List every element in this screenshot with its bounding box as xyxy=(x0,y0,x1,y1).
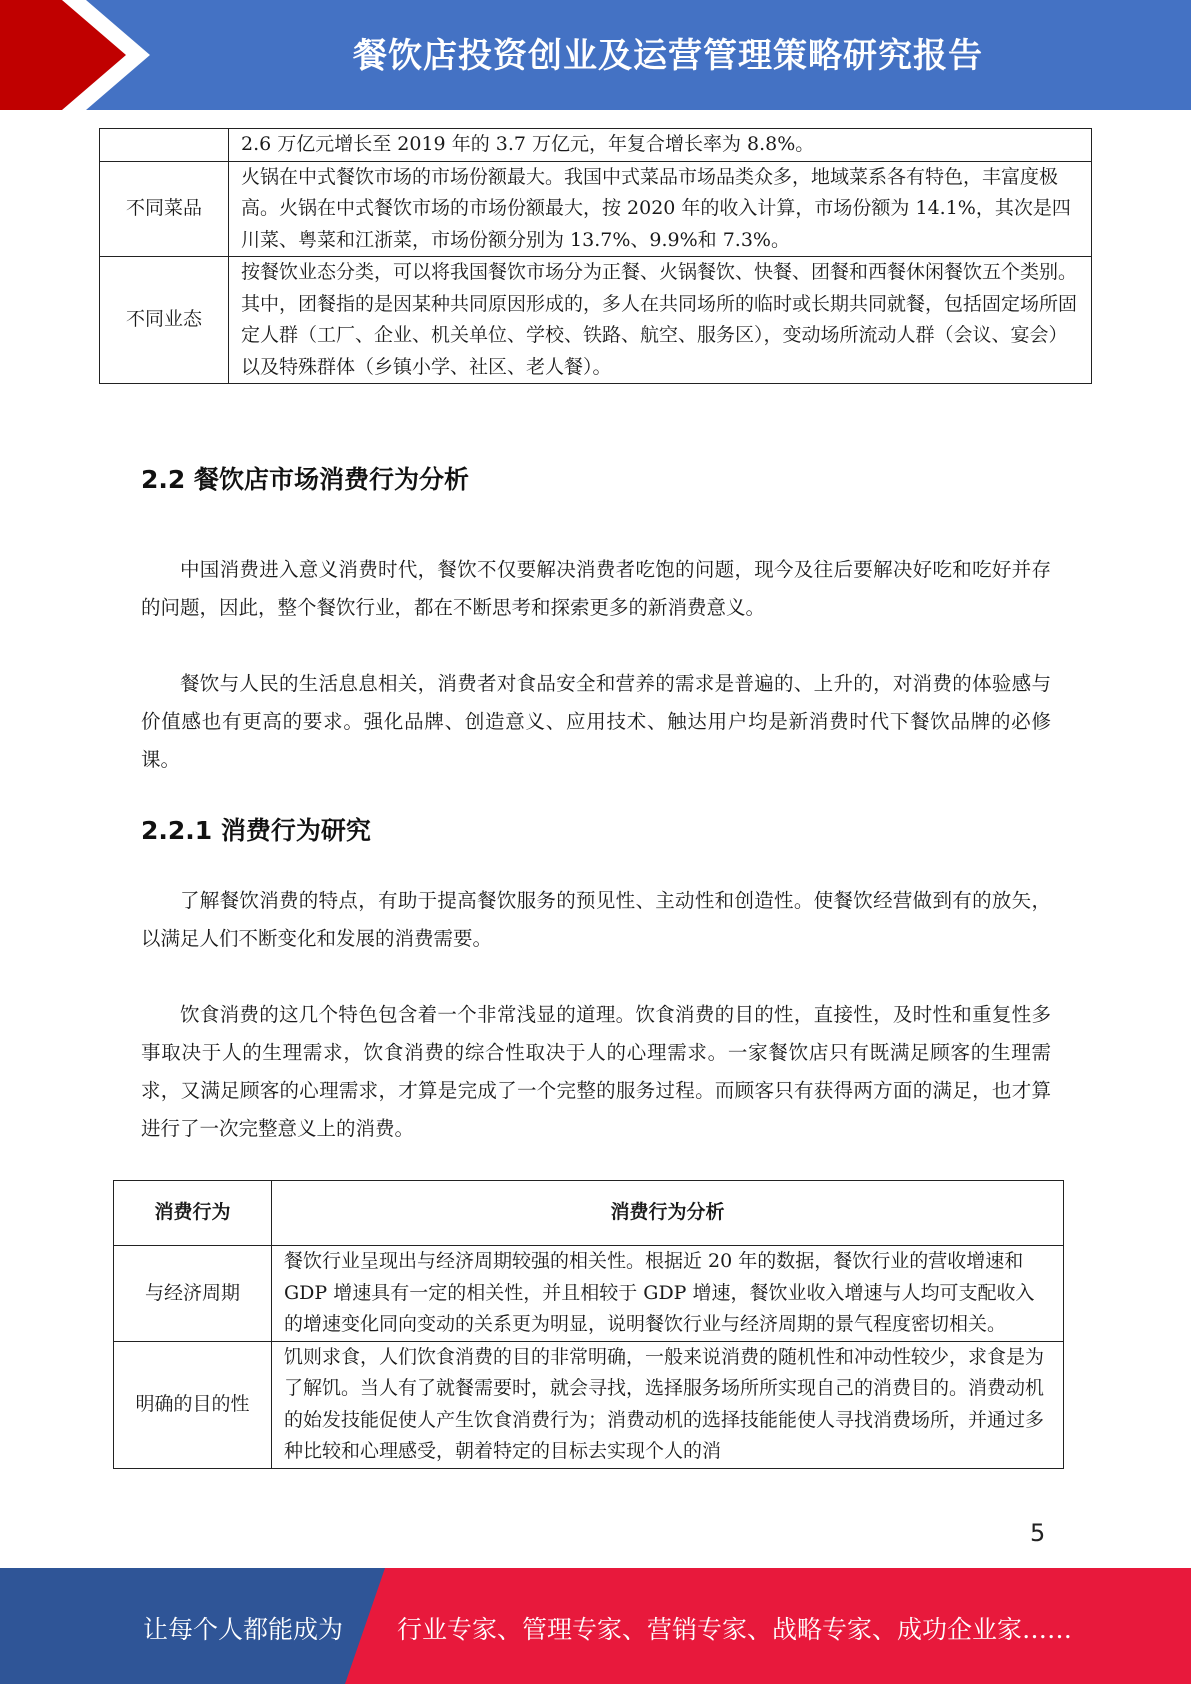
footer-slogan-right: 行业专家、管理专家、营销专家、战略专家、成功企业家…… xyxy=(397,1615,1073,1644)
document-title: 餐饮店投资创业及运营管理策略研究报告 xyxy=(353,36,983,76)
paragraph: 餐饮与人民的生活息息相关，消费者对食品安全和营养的需求是普遍的、上升的，对消费的体验感与价值感也有更高的要求。强化品牌、创造意义、应用技术、触达用户均是新消费时代下餐饮品牌的必修课。 xyxy=(141,672,1051,771)
page-header xyxy=(0,0,1191,110)
page-number: 5 xyxy=(1030,1519,1046,1547)
market-segments-table xyxy=(99,128,1092,384)
table-row xyxy=(100,257,1092,384)
row-text: 餐饮行业呈现出与经济周期较强的相关性。根据近 20 年的数据，餐饮行业的营收增速和 GDP 增速具有一定的相关性，并且相较于 GDP 增速，餐饮业收入增速与人均可支配收入的增速变化同向变动的关系更为明显，说明餐饮行业与经济周期的景气程度密切相关。 xyxy=(272,1246,1064,1342)
subsection-heading: 2.2.1 消费行为研究 xyxy=(141,816,371,845)
row-label: 不同业态 xyxy=(100,257,229,384)
page-footer xyxy=(0,1568,1191,1684)
table-row xyxy=(114,1246,1064,1342)
section-heading: 2.2 餐饮店市场消费行为分析 xyxy=(141,465,469,494)
row-label: 与经济周期 xyxy=(114,1246,272,1342)
row-text: 按餐饮业态分类，可以将我国餐饮市场分为正餐、火锅餐饮、快餐、团餐和西餐休闲餐饮五个类别。其中，团餐指的是因某种共同原因形成的，多人在共同场所的临时或长期共同就餐，包括固定场所固定人群（工厂、企业、机关单位、学校、铁路、航空、服务区），变动场所流动人群（会议、宴会）以及特殊群体（乡镇小学、社区、老人餐）。 xyxy=(229,257,1092,384)
row-label: 明确的目的性 xyxy=(114,1341,272,1468)
consumer-behavior-table xyxy=(113,1180,1064,1469)
row-text: 2.6 万亿元增长至 2019 年的 3.7 万亿元，年复合增长率为 8.8%。 xyxy=(229,129,1092,162)
paragraph: 中国消费进入意义消费时代，餐饮不仅要解决消费者吃饱的问题，现今及往后要解决好吃和吃好并存的问题，因此，整个餐饮行业，都在不断思考和探索更多的新消费意义。 xyxy=(141,558,1051,619)
paragraph: 饮食消费的这几个特色包含着一个非常浅显的道理。饮食消费的目的性，直接性，及时性和重复性多事取决于人的生理需求，饮食消费的综合性取决于人的心理需求。一家餐饮店只有既满足顾客的生理需求，又满足顾客的心理需求，才算是完成了一个完整的服务过程。而顾客只有获得两方面的满足，也才算进行了一次完整意义上的消费。 xyxy=(141,1003,1051,1140)
row-label xyxy=(100,129,229,162)
table-row xyxy=(114,1341,1064,1468)
column-header: 消费行为分析 xyxy=(272,1181,1064,1246)
column-header: 消费行为 xyxy=(114,1181,272,1246)
row-text: 火锅在中式餐饮市场的市场份额最大。我国中式菜品市场品类众多，地域菜系各有特色，丰富度极高。火锅在中式餐饮市场的市场份额最大，按 2020 年的收入计算，市场份额为 14.1%，其次是四川菜、粤菜和江浙菜，市场份额分别为 13.7%、9.9%和 7.3%。 xyxy=(229,161,1092,257)
row-label: 不同菜品 xyxy=(100,161,229,257)
table-row xyxy=(100,161,1092,257)
footer-slogan-left: 让每个人都能成为 xyxy=(143,1615,344,1644)
table-header-row xyxy=(114,1181,1064,1246)
paragraph: 了解餐饮消费的特点，有助于提高餐饮服务的预见性、主动性和创造性。使餐饮经营做到有的放矢，以满足人们不断变化和发展的消费需要。 xyxy=(141,889,1051,950)
row-text: 饥则求食，人们饮食消费的目的非常明确，一般来说消费的随机性和冲动性较少，求食是为了解饥。当人有了就餐需要时，就会寻找，选择服务场所所实现自己的消费目的。消费动机的始发技能促使人产生饮食消费行为；消费动机的选择技能能使人寻找消费场所，并通过多种比较和心理感受，朝着特定的目标去实现个人的消 xyxy=(272,1341,1064,1468)
table-row xyxy=(100,129,1092,162)
